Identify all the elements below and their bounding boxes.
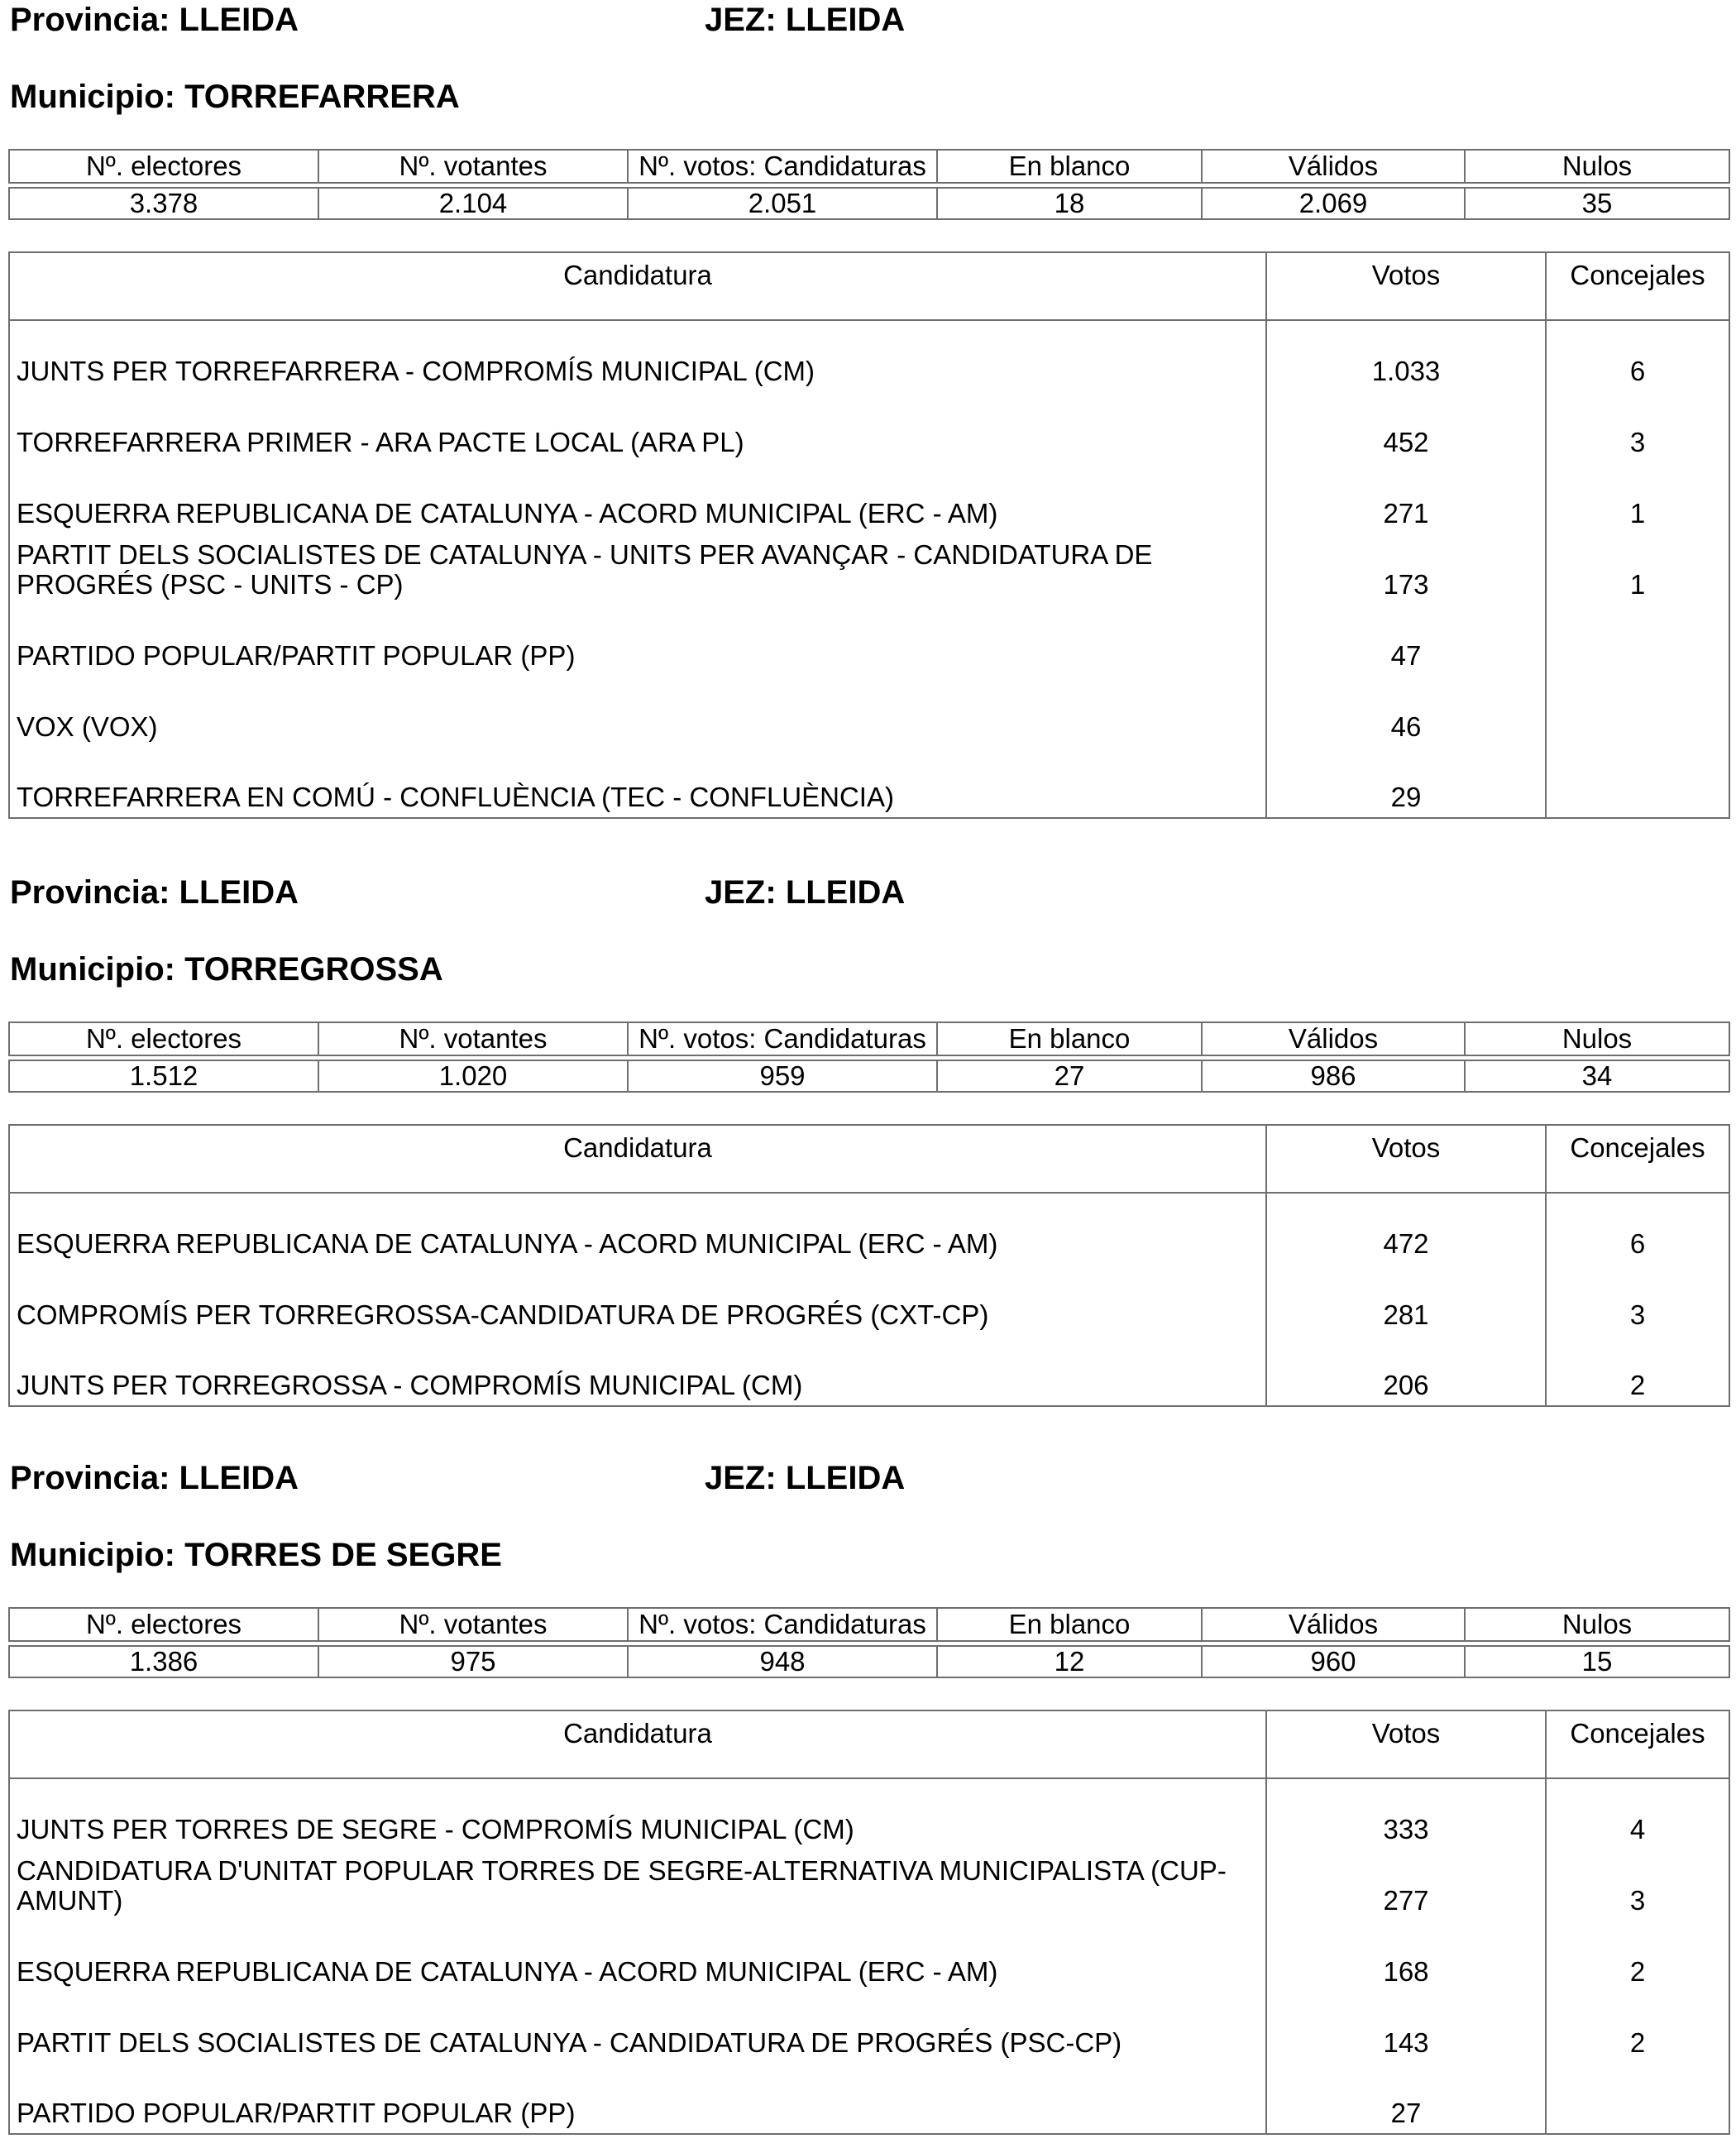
jez-value: LLEIDA (785, 2, 906, 38)
candidatura-row (9, 462, 1729, 533)
stats-value-row (9, 1060, 1729, 1092)
jez-value: LLEIDA (785, 874, 906, 911)
municipio-value: TORRES DE SEGRE (184, 1537, 502, 1573)
stats-header-cell: En blanco (937, 1022, 1202, 1055)
candidaturas-header-row (9, 1125, 1729, 1193)
stats-value-cell: 27 (937, 1060, 1202, 1092)
candidaturas-header-row (9, 252, 1729, 320)
candidatura-name: COMPROMÍS PER TORREGROSSA-CANDIDATURA DE PROGRÉS (CXT-CP) (9, 1264, 1266, 1335)
stats-header-cell: Nº. votos: Candidaturas (628, 1608, 937, 1641)
candidatura-name: ESQUERRA REPUBLICANA DE CATALUNYA - ACORD MUNICIPAL (ERC - AM) (9, 462, 1266, 533)
municipio-label: Municipio: (10, 951, 175, 988)
candidatura-votos: 281 (1266, 1264, 1546, 1335)
stats-value-row (9, 1646, 1729, 1677)
provincia-line (10, 1458, 299, 1498)
candidatura-votos: 271 (1266, 462, 1546, 533)
stats-value-cell: 2.104 (318, 188, 628, 219)
candidatura-votos: 47 (1266, 605, 1546, 676)
stats-header-cell: Nº. votantes (318, 1022, 628, 1055)
municipio-label: Municipio: (10, 79, 175, 115)
jez-label: JEZ: (705, 2, 777, 38)
stats-header-cell: En blanco (937, 1608, 1202, 1641)
candidaturas-table (8, 1710, 1730, 2135)
candidatura-concejales (1546, 747, 1729, 818)
provincia-value: LLEIDA (179, 1460, 299, 1496)
stats-value-cell: 12 (937, 1646, 1202, 1677)
candidatura-concejales: 3 (1546, 1264, 1729, 1335)
candidatura-votos: 27 (1266, 2063, 1546, 2134)
candidatura-votos: 472 (1266, 1193, 1546, 1264)
candidatura-concejales: 2 (1546, 1992, 1729, 2063)
candidatura-concejales (1546, 2063, 1729, 2134)
candidaturas-header-row (9, 1710, 1729, 1778)
candidatura-name: JUNTS PER TORREFARRERA - COMPROMÍS MUNICIPAL (CM) (9, 320, 1266, 391)
stats-header-cell: Nulos (1465, 150, 1729, 183)
candidatura-row (9, 1264, 1729, 1335)
stats-header-cell: Nº. electores (9, 1608, 318, 1641)
municipio-value: TORREGROSSA (184, 951, 443, 988)
candidatura-name: PARTIDO POPULAR/PARTIT POPULAR (PP) (9, 605, 1266, 676)
candidatura-name: VOX (VOX) (9, 676, 1266, 747)
provincia-label: Provincia: (10, 2, 170, 38)
candidatura-name: TORREFARRERA EN COMÚ - CONFLUÈNCIA (TEC - CONFLUÈNCIA) (9, 747, 1266, 818)
candidatura-row (9, 533, 1729, 605)
candidatura-row (9, 1778, 1729, 1849)
stats-header-cell: Nº. votos: Candidaturas (628, 150, 937, 183)
stats-header-cell: Nº. votos: Candidaturas (628, 1022, 937, 1055)
stats-value-cell: 2.069 (1202, 188, 1465, 219)
stats-value-cell: 15 (1465, 1646, 1729, 1677)
candidatura-name: ESQUERRA REPUBLICANA DE CATALUNYA - ACORD MUNICIPAL (ERC - AM) (9, 1193, 1266, 1264)
candidatura-name: TORREFARRERA PRIMER - ARA PACTE LOCAL (ARA PL) (9, 391, 1266, 462)
candidatura-concejales: 3 (1546, 1849, 1729, 1921)
candidatura-concejales: 2 (1546, 1335, 1729, 1406)
municipio-line (10, 950, 443, 989)
stats-value-cell: 1.386 (9, 1646, 318, 1677)
candidatura-row (9, 320, 1729, 391)
candidaturas-table (8, 251, 1730, 819)
jez-line (705, 0, 905, 40)
stats-value-cell: 1.512 (9, 1060, 318, 1092)
votos-header: Votos (1266, 1125, 1546, 1193)
candidatura-row (9, 1335, 1729, 1406)
candidatura-votos: 173 (1266, 533, 1546, 605)
candidatura-row (9, 747, 1729, 818)
candidatura-votos: 29 (1266, 747, 1546, 818)
candidatura-row (9, 1921, 1729, 1992)
candidatura-header: Candidatura (9, 1125, 1266, 1193)
stats-value-cell: 35 (1465, 188, 1729, 219)
provincia-value: LLEIDA (179, 2, 299, 38)
candidatura-name: JUNTS PER TORRES DE SEGRE - COMPROMÍS MUNICIPAL (CM) (9, 1778, 1266, 1849)
candidatura-votos: 168 (1266, 1921, 1546, 1992)
stats-table (8, 1607, 1730, 1678)
concejales-header: Concejales (1546, 1710, 1729, 1778)
stats-header-cell: Nulos (1465, 1022, 1729, 1055)
candidatura-concejales: 2 (1546, 1921, 1729, 1992)
jez-line (705, 1458, 905, 1498)
candidatura-concejales: 6 (1546, 320, 1729, 391)
stats-header-cell: Nº. electores (9, 1022, 318, 1055)
votos-header: Votos (1266, 1710, 1546, 1778)
stats-value-cell: 18 (937, 188, 1202, 219)
candidatura-name: JUNTS PER TORREGROSSA - COMPROMÍS MUNICIPAL (CM) (9, 1335, 1266, 1406)
municipio-label: Municipio: (10, 1537, 175, 1573)
candidatura-concejales: 4 (1546, 1778, 1729, 1849)
candidatura-row (9, 605, 1729, 676)
stats-header-cell: Válidos (1202, 150, 1465, 183)
candidatura-row (9, 1849, 1729, 1921)
stats-header-cell: Válidos (1202, 1022, 1465, 1055)
stats-header-cell: Nº. votantes (318, 150, 628, 183)
candidatura-name: PARTIT DELS SOCIALISTES DE CATALUNYA - UNITS PER AVANÇAR - CANDIDATURA DE PROGRÉS (PSC - UNITS - CP) (9, 533, 1266, 605)
provincia-line (10, 873, 299, 912)
stats-value-cell: 986 (1202, 1060, 1465, 1092)
stats-header-row (9, 1608, 1729, 1641)
candidatura-header: Candidatura (9, 252, 1266, 320)
candidatura-row (9, 676, 1729, 747)
jez-label: JEZ: (705, 1460, 777, 1496)
concejales-header: Concejales (1546, 1125, 1729, 1193)
candidatura-name: PARTIT DELS SOCIALISTES DE CATALUNYA - CANDIDATURA DE PROGRÉS (PSC-CP) (9, 1992, 1266, 2063)
jez-value: LLEIDA (785, 1460, 906, 1496)
votos-header: Votos (1266, 252, 1546, 320)
candidatura-row (9, 1992, 1729, 2063)
concejales-header: Concejales (1546, 252, 1729, 320)
candidatura-concejales: 3 (1546, 391, 1729, 462)
municipio-line (10, 1535, 502, 1575)
candidatura-votos: 206 (1266, 1335, 1546, 1406)
candidatura-row (9, 391, 1729, 462)
candidaturas-table (8, 1124, 1730, 1407)
candidatura-row (9, 1193, 1729, 1264)
candidatura-votos: 277 (1266, 1849, 1546, 1921)
stats-value-cell: 975 (318, 1646, 628, 1677)
provincia-line (10, 0, 299, 40)
stats-header-cell: En blanco (937, 150, 1202, 183)
candidatura-name: ESQUERRA REPUBLICANA DE CATALUNYA - ACORD MUNICIPAL (ERC - AM) (9, 1921, 1266, 1992)
provincia-label: Provincia: (10, 874, 170, 911)
candidatura-header: Candidatura (9, 1710, 1266, 1778)
stats-value-cell: 2.051 (628, 188, 937, 219)
stats-header-cell: Nº. votantes (318, 1608, 628, 1641)
candidatura-concejales (1546, 676, 1729, 747)
candidatura-name: CANDIDATURA D'UNITAT POPULAR TORRES DE SEGRE-ALTERNATIVA MUNICIPALISTA (CUP-AMUNT) (9, 1849, 1266, 1921)
candidatura-votos: 1.033 (1266, 320, 1546, 391)
stats-table (8, 1021, 1730, 1093)
stats-table (8, 149, 1730, 220)
stats-header-cell: Válidos (1202, 1608, 1465, 1641)
municipio-value: TORREFARRERA (184, 79, 460, 115)
candidatura-votos: 46 (1266, 676, 1546, 747)
provincia-value: LLEIDA (179, 874, 299, 911)
stats-value-cell: 959 (628, 1060, 937, 1092)
stats-value-cell: 960 (1202, 1646, 1465, 1677)
stats-header-row (9, 1022, 1729, 1055)
municipio-line (10, 77, 460, 117)
stats-value-cell: 948 (628, 1646, 937, 1677)
candidatura-votos: 452 (1266, 391, 1546, 462)
stats-header-cell: Nº. electores (9, 150, 318, 183)
candidatura-concejales: 1 (1546, 533, 1729, 605)
candidatura-votos: 143 (1266, 1992, 1546, 2063)
candidatura-votos: 333 (1266, 1778, 1546, 1849)
candidatura-row (9, 2063, 1729, 2134)
stats-value-cell: 34 (1465, 1060, 1729, 1092)
candidatura-name: PARTIDO POPULAR/PARTIT POPULAR (PP) (9, 2063, 1266, 2134)
stats-value-row (9, 188, 1729, 219)
jez-line (705, 873, 905, 912)
candidatura-concejales: 1 (1546, 462, 1729, 533)
candidatura-concejales: 6 (1546, 1193, 1729, 1264)
stats-header-row (9, 150, 1729, 183)
provincia-label: Provincia: (10, 1460, 170, 1496)
jez-label: JEZ: (705, 874, 777, 911)
stats-header-cell: Nulos (1465, 1608, 1729, 1641)
stats-value-cell: 1.020 (318, 1060, 628, 1092)
candidatura-concejales (1546, 605, 1729, 676)
stats-value-cell: 3.378 (9, 188, 318, 219)
